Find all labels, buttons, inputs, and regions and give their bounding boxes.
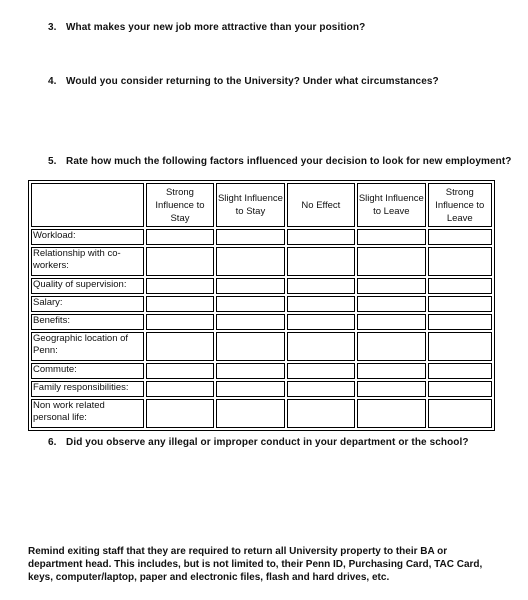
table-header-row xyxy=(31,183,492,227)
rating-cell[interactable] xyxy=(146,314,214,330)
question-4 xyxy=(48,76,439,87)
rating-cell[interactable] xyxy=(428,332,492,361)
question-number: 4. xyxy=(48,76,57,87)
question-6 xyxy=(48,437,469,448)
rating-cell[interactable] xyxy=(146,381,214,397)
property-return-reminder: Remind exiting staff that they are required to return all University property to their BA or department head. This includes, but is not limited to, their Penn ID, Purchasing Card, TAC Card, keys, computer/laptop, paper and electronic files, flash and hard drives, etc. xyxy=(28,546,483,583)
rating-cell[interactable] xyxy=(287,296,355,312)
question-text: Rate how much the following factors influenced your decision to look for new employment? xyxy=(66,156,512,167)
rating-cell[interactable] xyxy=(428,381,492,397)
rating-cell[interactable] xyxy=(216,332,284,361)
question-5 xyxy=(48,156,512,167)
rating-cell[interactable] xyxy=(428,363,492,379)
rating-cell[interactable] xyxy=(216,363,284,379)
row-label: Salary: xyxy=(31,296,144,312)
rating-cell[interactable] xyxy=(357,229,425,245)
rating-cell[interactable] xyxy=(146,247,214,276)
rating-cell[interactable] xyxy=(146,229,214,245)
rating-cell[interactable] xyxy=(287,229,355,245)
question-number: 3. xyxy=(48,22,57,33)
column-header: No Effect xyxy=(287,183,355,227)
rating-cell[interactable] xyxy=(357,332,425,361)
rating-cell[interactable] xyxy=(357,296,425,312)
question-3 xyxy=(48,22,365,33)
column-header: Strong Influence to Stay xyxy=(146,183,214,227)
row-label: Family responsibilities: xyxy=(31,381,144,397)
rating-cell[interactable] xyxy=(146,399,214,428)
rating-cell[interactable] xyxy=(357,247,425,276)
rating-cell[interactable] xyxy=(287,247,355,276)
rating-cell[interactable] xyxy=(357,314,425,330)
table-row xyxy=(31,363,492,379)
rating-cell[interactable] xyxy=(357,399,425,428)
row-label: Benefits: xyxy=(31,314,144,330)
table-row xyxy=(31,278,492,294)
rating-cell[interactable] xyxy=(428,278,492,294)
row-label: Non work related personal life: xyxy=(31,399,144,428)
rating-cell[interactable] xyxy=(357,363,425,379)
rating-cell[interactable] xyxy=(287,278,355,294)
rating-cell[interactable] xyxy=(216,399,284,428)
rating-cell[interactable] xyxy=(216,229,284,245)
row-label: Workload: xyxy=(31,229,144,245)
rating-cell[interactable] xyxy=(287,332,355,361)
rating-cell[interactable] xyxy=(428,229,492,245)
row-label: Geographic location of Penn: xyxy=(31,332,144,361)
table-row xyxy=(31,381,492,397)
influence-rating-table xyxy=(28,180,495,431)
question-text: Did you observe any illegal or improper conduct in your department or the school? xyxy=(66,437,469,448)
rating-cell[interactable] xyxy=(428,399,492,428)
corner-cell xyxy=(31,183,144,227)
rating-cell[interactable] xyxy=(216,381,284,397)
row-label: Commute: xyxy=(31,363,144,379)
rating-cell[interactable] xyxy=(287,399,355,428)
question-text: Would you consider returning to the University? Under what circumstances? xyxy=(66,76,439,87)
table-row xyxy=(31,314,492,330)
row-label: Relationship with co-workers: xyxy=(31,247,144,276)
table-row xyxy=(31,229,492,245)
rating-cell[interactable] xyxy=(287,314,355,330)
rating-cell[interactable] xyxy=(146,296,214,312)
rating-cell[interactable] xyxy=(357,381,425,397)
rating-cell[interactable] xyxy=(146,363,214,379)
rating-cell[interactable] xyxy=(216,314,284,330)
question-number: 5. xyxy=(48,156,57,167)
question-number: 6. xyxy=(48,437,57,448)
rating-cell[interactable] xyxy=(146,332,214,361)
rating-cell[interactable] xyxy=(216,296,284,312)
rating-cell[interactable] xyxy=(428,296,492,312)
rating-cell[interactable] xyxy=(216,278,284,294)
rating-cell[interactable] xyxy=(216,247,284,276)
rating-cell[interactable] xyxy=(146,278,214,294)
table-row xyxy=(31,332,492,361)
rating-cell[interactable] xyxy=(357,278,425,294)
table-row xyxy=(31,296,492,312)
rating-cell[interactable] xyxy=(428,314,492,330)
rating-cell[interactable] xyxy=(428,247,492,276)
column-header: Slight Influence to Stay xyxy=(216,183,284,227)
rating-cell[interactable] xyxy=(287,363,355,379)
table-row xyxy=(31,247,492,276)
rating-cell[interactable] xyxy=(287,381,355,397)
row-label: Quality of supervision: xyxy=(31,278,144,294)
table-row xyxy=(31,399,492,428)
column-header: Strong Influence to Leave xyxy=(428,183,492,227)
column-header: Slight Influence to Leave xyxy=(357,183,425,227)
question-text: What makes your new job more attractive than your position? xyxy=(66,22,366,33)
